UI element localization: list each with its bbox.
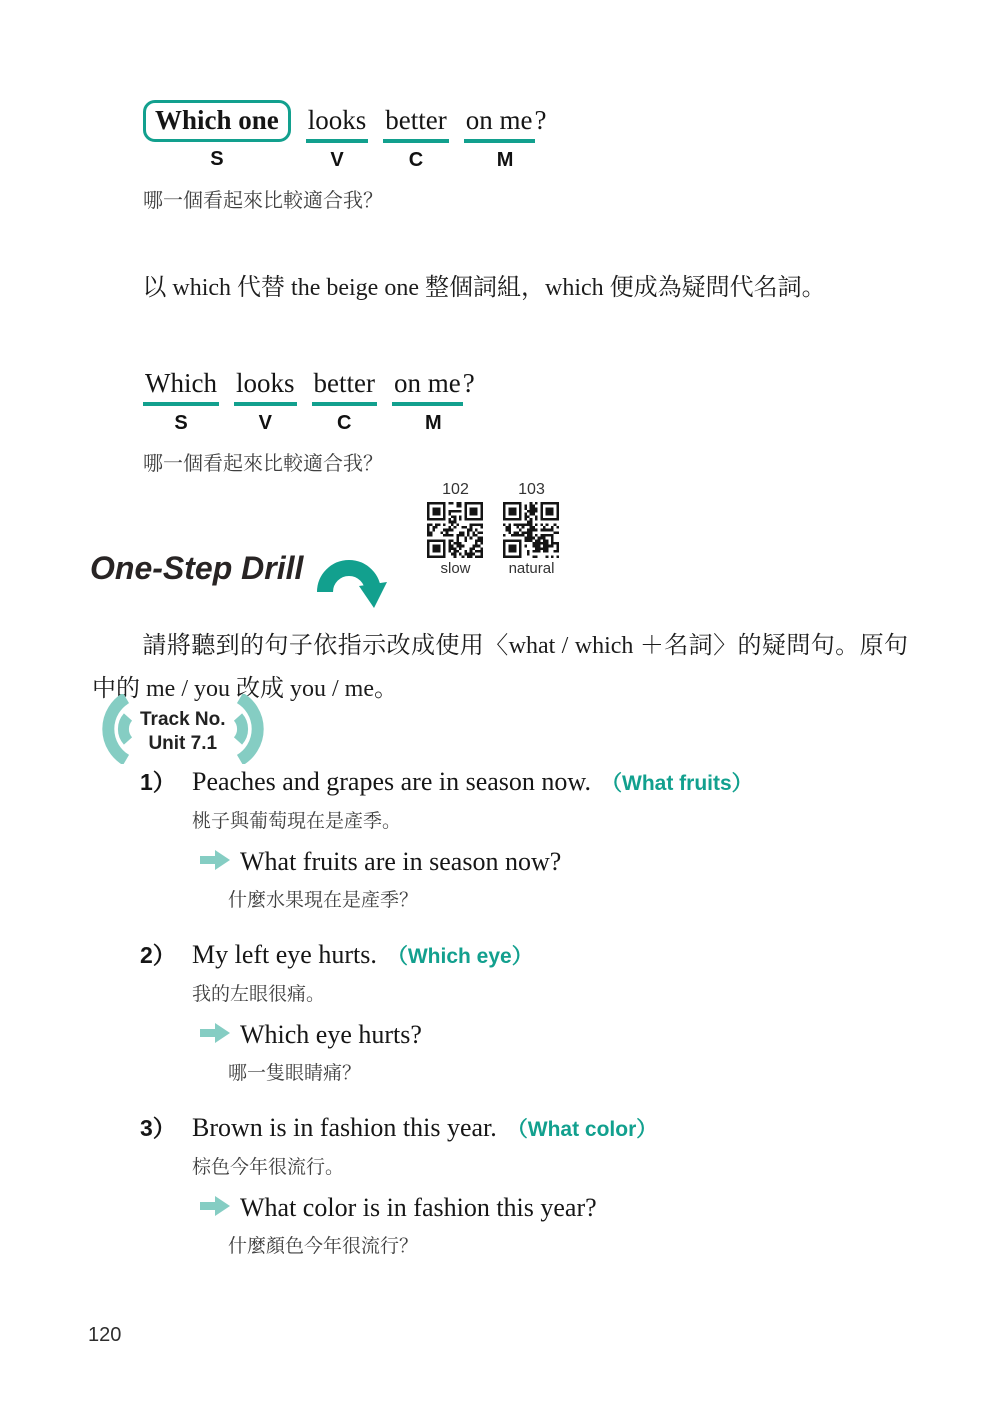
- sentence-part-verb: [234, 366, 297, 435]
- item-number: 3）: [140, 1115, 176, 1141]
- underlined-word: looks: [306, 103, 369, 143]
- item-translation: 棕色今年很流行。: [192, 1157, 345, 1178]
- item-sentence-row: [140, 1110, 940, 1143]
- drill-instructions: 請將聽到的句子依指示改成使用〈what / which ＋名詞〉的疑問句。原句中的 me / you 改成 you / me。: [92, 633, 908, 702]
- item-sentence: My left eye hurts.: [192, 940, 377, 969]
- explanation-paragraph: 以 which 代替 the beige one 整個詞組，which 便成為疑問代名詞。: [142, 275, 826, 301]
- drill-section-title: One-Step Drill: [90, 550, 304, 586]
- underlined-word: on me: [464, 103, 535, 143]
- grammar-label-m: M: [425, 412, 442, 434]
- track-label: Track No.: [140, 708, 226, 730]
- grammar-label-v: V: [258, 412, 272, 434]
- item-answer: Which eye hurts?: [240, 1020, 422, 1049]
- qr-track-number: 103: [518, 481, 545, 498]
- qr-caption: natural: [508, 560, 555, 577]
- item-answer-row: [200, 1020, 940, 1050]
- grammar-label-s: S: [210, 148, 224, 170]
- sentence-part-subject: [143, 366, 219, 435]
- underlined-word: better: [312, 366, 377, 406]
- drill-item-3: [140, 1110, 940, 1258]
- track-unit: Unit 7.1: [148, 732, 218, 754]
- grammar-label-c: C: [337, 412, 352, 434]
- item-cue: （Which eye）: [386, 945, 533, 968]
- sentence-part-complement: [383, 103, 448, 172]
- sentence-part-verb: [306, 103, 369, 172]
- item-answer-row: [200, 847, 940, 877]
- grammar-label-s: S: [174, 412, 188, 434]
- qr-code-image: [503, 502, 559, 558]
- boxed-term: Which one: [143, 100, 291, 142]
- question-mark: ?: [534, 105, 547, 135]
- item-sentence-row: [140, 764, 940, 797]
- item-answer-translation: 什麼水果現在是產季？: [228, 890, 419, 911]
- underlined-word: better: [383, 103, 448, 143]
- drill-item-1: [140, 764, 940, 912]
- question-mark: ?: [462, 368, 475, 398]
- page-number: 120: [88, 1324, 122, 1346]
- sound-wave-left-icon: [88, 694, 132, 769]
- item-translation: 桃子與葡萄現在是產季。: [192, 811, 402, 832]
- item-answer-translation: 哪一隻眼睛痛？: [228, 1063, 362, 1084]
- item-answer: What fruits are in season now?: [240, 847, 562, 876]
- item-cue: （What color）: [506, 1118, 658, 1141]
- word-with-qmark: [464, 105, 547, 135]
- answer-arrow-icon: [200, 1022, 230, 1049]
- drill-title-block: [90, 546, 389, 613]
- answer-arrow-icon: [200, 1195, 230, 1222]
- example-translation: 哪一個看起來比較適合我？: [143, 453, 383, 475]
- example-sentence-row: [143, 366, 475, 435]
- track-badge: [88, 694, 278, 769]
- sentence-part-subject: [143, 100, 291, 171]
- answer-arrow-icon: [200, 849, 230, 876]
- sentence-part-modifier: [464, 103, 547, 172]
- drill-item-2: [140, 937, 940, 1085]
- one-step-arrow-icon: [313, 546, 389, 613]
- qr-track-number: 102: [442, 481, 469, 498]
- qr-code-group: [427, 481, 560, 577]
- qr-caption: slow: [440, 560, 471, 577]
- item-cue: （What fruits）: [601, 772, 753, 795]
- item-answer-row: [200, 1193, 940, 1223]
- underlined-word: Which: [143, 366, 219, 406]
- drill-items: [140, 764, 940, 1283]
- grammar-label-m: M: [496, 149, 514, 171]
- underlined-word: looks: [234, 366, 297, 406]
- qr-item-natural: [503, 481, 560, 577]
- item-number: 2）: [140, 942, 176, 968]
- item-answer: What color is in fashion this year?: [240, 1193, 597, 1222]
- example-translation: 哪一個看起來比較適合我？: [143, 190, 383, 212]
- item-answer-translation: 什麼顏色今年很流行？: [228, 1236, 419, 1257]
- word-with-qmark: [392, 368, 475, 398]
- sound-wave-right-icon: [234, 694, 278, 769]
- qr-code-image: [427, 502, 483, 558]
- example-sentence-row: [143, 100, 547, 172]
- item-sentence: Peaches and grapes are in season now.: [192, 767, 592, 796]
- item-sentence: Brown is in fashion this year.: [192, 1113, 497, 1142]
- item-sentence-row: [140, 937, 940, 970]
- underlined-word: on me: [392, 366, 463, 406]
- sentence-part-complement: [312, 366, 377, 435]
- grammar-label-c: C: [408, 149, 424, 171]
- item-translation: 我的左眼很痛。: [192, 984, 326, 1005]
- item-number: 1）: [140, 769, 176, 795]
- grammar-label-v: V: [330, 149, 344, 171]
- track-label-block: [140, 708, 226, 756]
- grammar-example-2: [143, 366, 475, 476]
- sentence-part-modifier: [392, 366, 475, 435]
- grammar-example-1: [143, 100, 547, 213]
- qr-item-slow: [427, 481, 484, 577]
